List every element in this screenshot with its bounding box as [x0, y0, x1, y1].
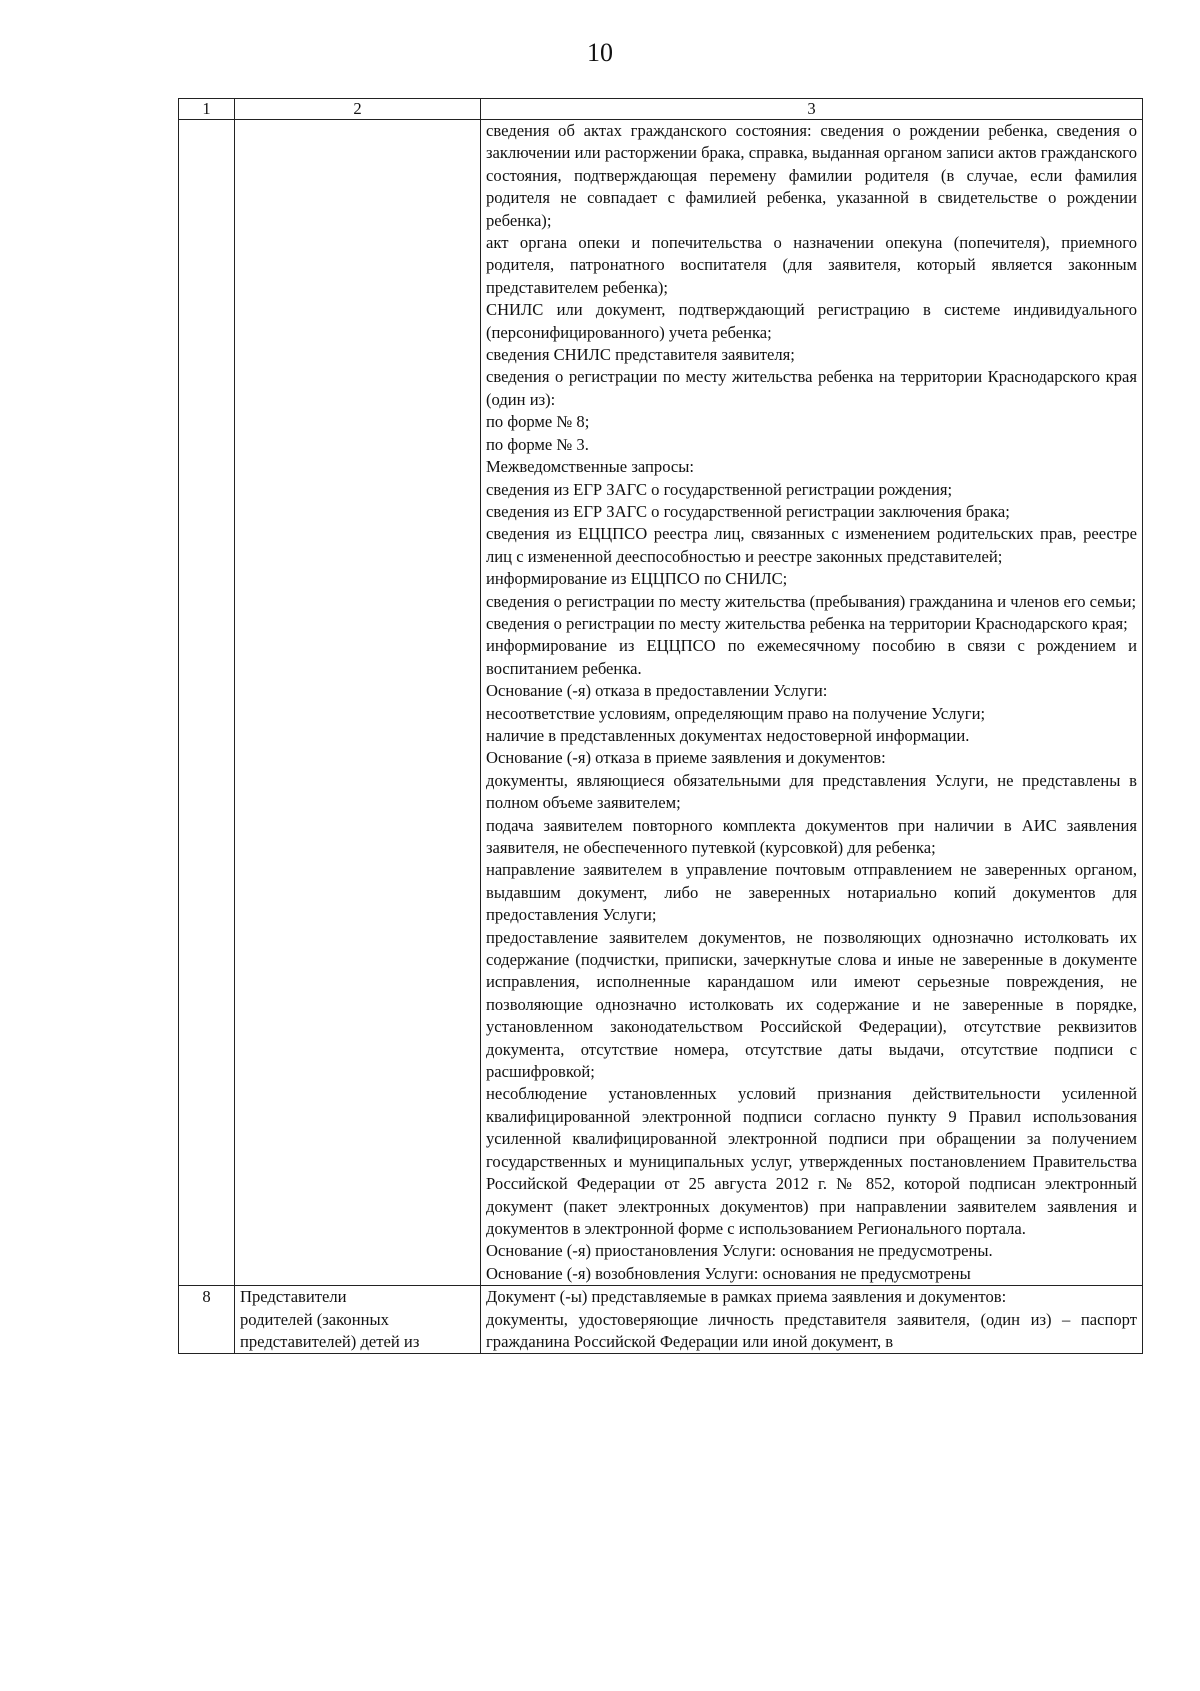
section-heading: Документ (-ы) представляемые в рамках приема заявления и документов: — [486, 1287, 1007, 1307]
category-line: Представители — [240, 1287, 347, 1307]
list-item: сведения из ЕГР ЗАГС о государственной регистрации заключения брака; — [486, 501, 1010, 521]
applicant-category-cell — [235, 120, 481, 1286]
table-row-continued — [179, 120, 1143, 1286]
column-header-2: 2 — [235, 99, 481, 120]
list-item: по форме № 3. — [486, 434, 589, 454]
documents-cell — [481, 1286, 1143, 1354]
list-item: информирование из ЕЦЦПСО по ежемесячному пособию в связи с рождением и воспитанием ребенка. — [486, 636, 1137, 678]
section-heading: Основание (-я) возобновления Услуги: основания не предусмотрены — [486, 1263, 971, 1283]
list-item: документы, являющиеся обязательными для представления Услуги, не представлены в полном объеме заявителем; — [486, 770, 1137, 813]
list-item: подача заявителем повторного комплекта документов при наличии в АИС заявления заявителя, не обеспеченного путевкой (курсовкой) для ребенка; — [486, 815, 1137, 857]
requirements-table — [178, 98, 1143, 1354]
list-item: акт органа опеки и попечительства о назначении опекуна (попечителя), приемного родителя, патронатного воспитателя (для заявителя, который является законным представителем ребенка); — [486, 233, 1137, 297]
list-item: сведения СНИЛС представителя заявителя; — [486, 345, 795, 365]
table-header-row — [179, 99, 1143, 120]
list-item: СНИЛС или документ, подтверждающий регистрацию в системе индивидуального (персонифицированного) учета ребенка; — [486, 300, 1137, 342]
list-item: сведения о регистрации по месту жительства ребенка на территории Краснодарского края (один из): — [486, 367, 1137, 409]
list-item: сведения из ЕЦЦПСО реестра лиц, связанных с изменением родительских прав, реестре лиц с измененной дееспособностью и реестре законных представителей; — [486, 524, 1137, 566]
list-item: по форме № 8; — [486, 412, 590, 432]
column-header-1: 1 — [179, 99, 235, 120]
section-heading: Основание (-я) отказа в предоставлении Услуги: — [486, 681, 828, 701]
documents-cell — [481, 120, 1143, 1286]
list-item: несоответствие условиям, определяющим право на получение Услуги; — [486, 703, 986, 723]
section-heading: Межведомственные запросы: — [486, 457, 695, 477]
list-item: документы, удостоверяющие личность представителя заявителя, (один из) – паспорт гражданина Российской Федерации или иной документ, в — [486, 1309, 1137, 1351]
list-item: несоблюдение установленных условий признания действительности усиленной квалифицированной электронной подписи согласно пункту 9 Правил использования усиленной квалифицированной электронной подписи при обращении за получением государственных и муниципальных услуг, утвержденных постановлением Правительства Российской Федерации от 25 августа 2012 г. № 852, которой подписан электронный документ (пакет электронных документов) при направлении заявителем заявления и документов в электронной форме с использованием Регионального портала. — [486, 1084, 1137, 1238]
row-number-cell: 8 — [179, 1286, 235, 1354]
category-line: представителей) детей из — [240, 1331, 420, 1351]
row-number-cell — [179, 120, 235, 1286]
section-heading: Основание (-я) приостановления Услуги: основания не предусмотрены. — [486, 1241, 993, 1261]
list-item: сведения о регистрации по месту жительства (пребывания) гражданина и членов его семьи; — [486, 591, 1137, 611]
category-line: родителей (законных — [240, 1309, 389, 1329]
applicant-category-cell — [235, 1286, 481, 1354]
page-number: 10 — [587, 38, 613, 67]
list-item: сведения из ЕГР ЗАГС о государственной регистрации рождения; — [486, 479, 953, 499]
list-item: информирование из ЕЦЦПСО по СНИЛС; — [486, 569, 788, 589]
section-heading: Основание (-я) отказа в приеме заявления и документов: — [486, 748, 886, 768]
table-row-8 — [179, 1286, 1143, 1354]
list-item: сведения об актах гражданского состояния: сведения о рождении ребенка, сведения о заключении или расторжении брака, справка, выданная органом записи актов гражданского состояния, подтверждающая перемену фамилии родителя (в случае, если фамилия родителя не совпадает с фамилией ребенка, указанной в свидетельстве о рождении ребенка); — [486, 121, 1137, 230]
list-item: наличие в представленных документах недостоверной информации. — [486, 725, 970, 745]
list-item: сведения о регистрации по месту жительства ребенка на территории Краснодарского края; — [486, 613, 1128, 633]
list-item: предоставление заявителем документов, не позволяющих однозначно истолковать их содержание (подчистки, приписки, зачеркнутые слова и иные не заверенные в документе исправления, исполненные карандашом или имеют серьезные повреждения, не позволяющие однозначно истолковать их содержание и не заверенные в порядке, установленном законодательством Российской Федерации), отсутствие реквизитов документа, отсутствие номера, отсутствие даты выдачи, отсутствие подписи с расшифровкой; — [486, 927, 1137, 1082]
list-item: направление заявителем в управление почтовым отправлением не заверенных органом, выдавшим документ, либо не заверенных нотариально копий документов для предоставления Услуги; — [486, 860, 1137, 925]
column-header-3: 3 — [481, 99, 1143, 120]
